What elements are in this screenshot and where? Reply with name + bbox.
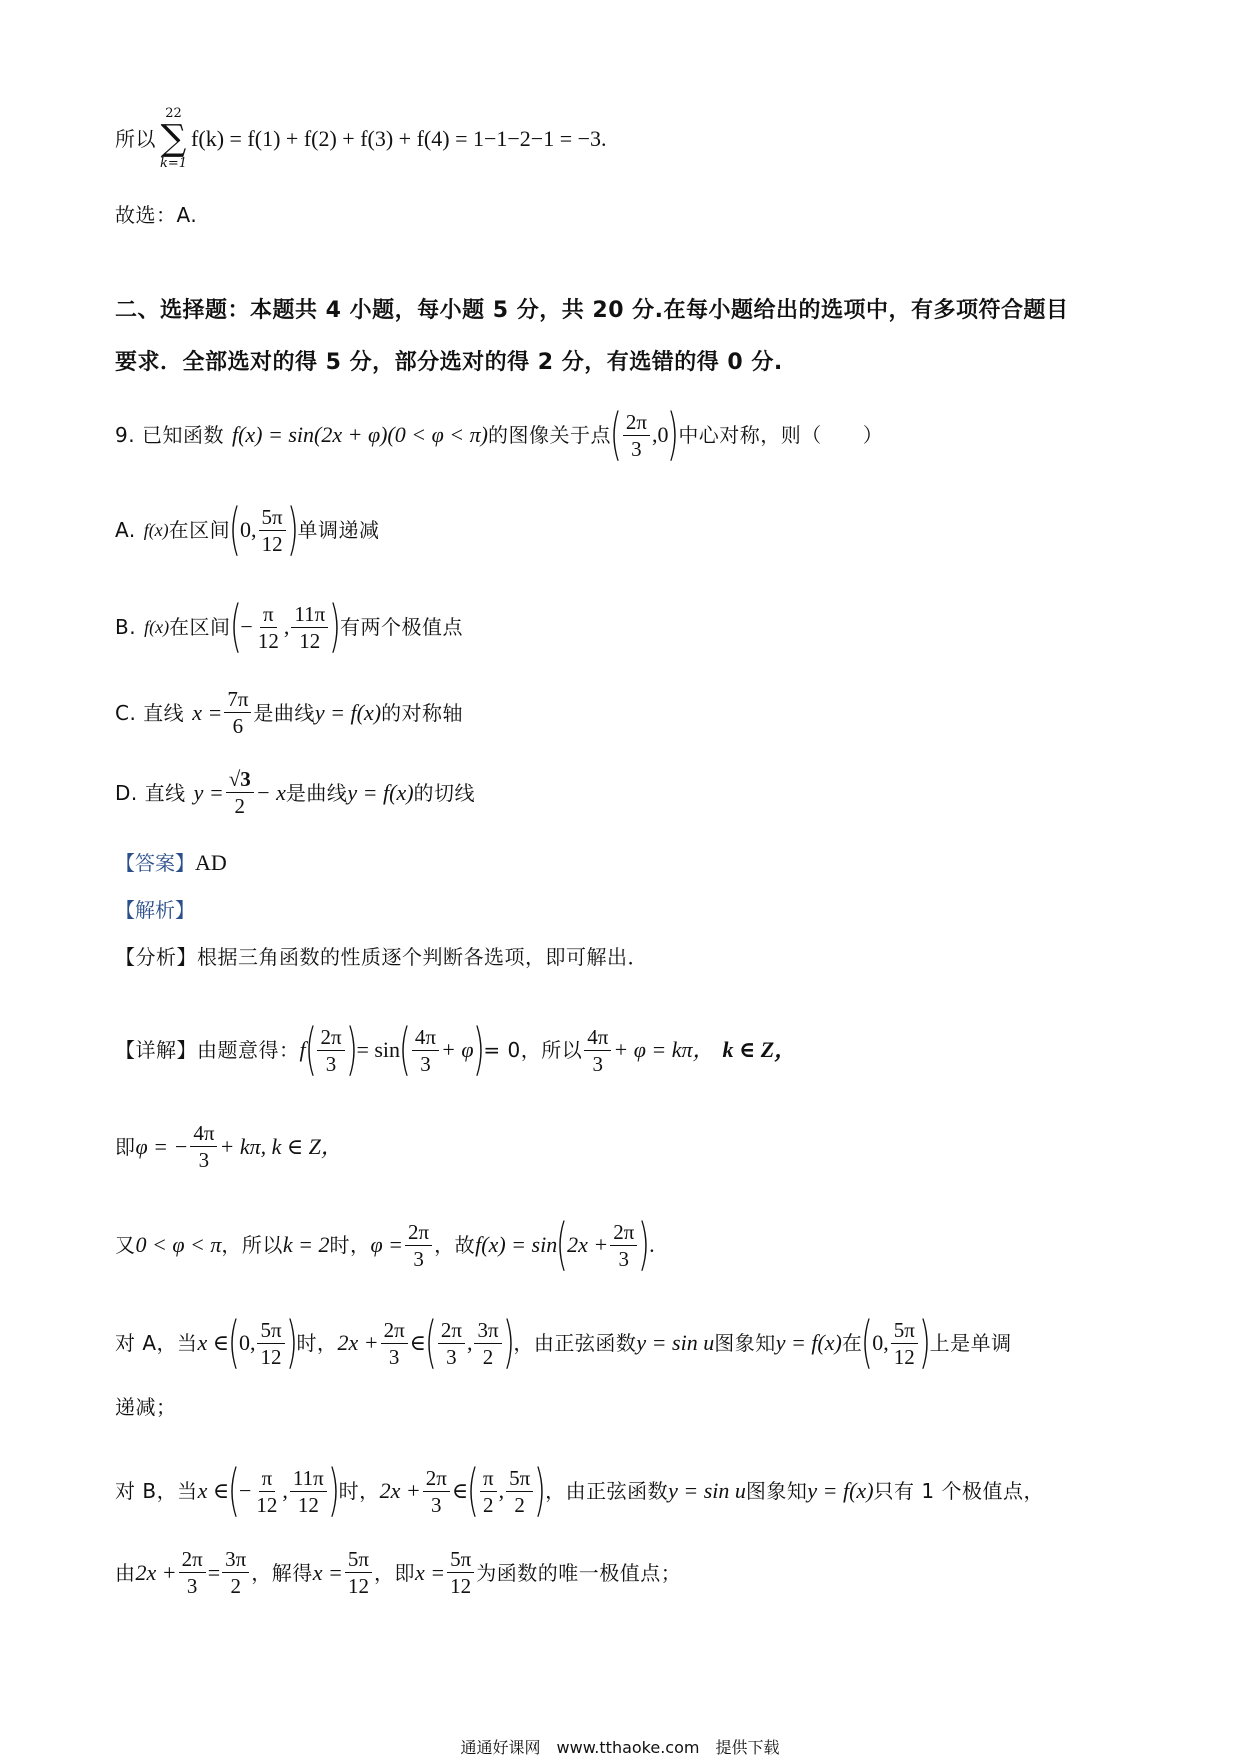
text: y = f(x) (775, 1330, 842, 1356)
text: 图象知 (714, 1331, 776, 1356)
text: ，即 (374, 1560, 415, 1585)
text: φ = (370, 1232, 404, 1258)
text: 9. 已知函数 (115, 423, 224, 448)
text: 【分析】根据三角函数的性质逐个判断各选项，即可解出． (115, 945, 648, 969)
fraction: $\frac{5\pi}{12}$ (891, 1319, 918, 1368)
sum-lower: k=1 (160, 156, 188, 172)
text: 时， (338, 1479, 380, 1504)
text: 2x + (567, 1232, 609, 1258)
ji-line (115, 1122, 343, 1171)
text: ，故 (434, 1233, 476, 1258)
text: ，解得 (251, 1560, 313, 1585)
fraction: $\frac{4\pi}{3}$ (412, 1026, 439, 1075)
text: 又 (115, 1233, 136, 1258)
fraction: $\frac{5\pi}{12}$ (259, 506, 286, 555)
text: 的对称轴 (381, 700, 464, 725)
text: 0, (240, 517, 257, 543)
text: 0, (872, 1330, 889, 1356)
answer-value: AD (195, 850, 227, 875)
text: f(x) = sin (475, 1232, 558, 1258)
text: 单调递减 (297, 518, 380, 543)
option-c (115, 688, 463, 737)
analysis-tag: 【解析】 (115, 898, 195, 922)
text: . (649, 1232, 655, 1258)
fraction: $\frac{11\pi}{12}$ (291, 603, 328, 652)
option-b: B. f(x) 在区间 ( − $\frac{\pi}{12}$ , $\frac{11\pi}{12}$ ) 有两个极值点 (115, 594, 464, 659)
fraction: $\frac{4\pi}{3}$ (190, 1122, 217, 1171)
period: . (601, 126, 607, 152)
fraction: $\frac{2\pi}{3}$ (317, 1026, 344, 1075)
text: 2x + (135, 1559, 177, 1585)
sum-upper: 22 (165, 106, 182, 121)
text: 图象知 (745, 1479, 808, 1504)
fraction: $\frac{2\pi}{3}$ (623, 411, 650, 460)
you-line: 又 0 < φ < π ，所以 k = 2 时， φ = $\frac{2\pi}{3}$ ，故 f(x) = sin ( 2x + $\frac{2\pi}{3}$ ) . (115, 1212, 655, 1277)
text: 递减； (115, 1395, 177, 1419)
text: 2x + (337, 1330, 379, 1356)
text: 在区间 (169, 615, 231, 640)
text: 0, (238, 1330, 256, 1356)
text: − (239, 1478, 252, 1504)
text: 时， (329, 1233, 371, 1258)
text: 对 A，当 (115, 1331, 198, 1356)
option-label: B. (115, 615, 137, 640)
solve-line (115, 1548, 681, 1597)
fraction: $\frac{7\pi}{6}$ (224, 688, 251, 737)
fraction: $\frac{2\pi}{3}$ (179, 1548, 206, 1597)
fx: f(x) (144, 617, 170, 638)
text: 中心对称，则（ ） (678, 423, 884, 448)
dui-a-line: 对 A，当 x ∈ ( 0, $\frac{5\pi}{12}$ ) 时， 2x + $\frac{2\pi}{3}$ ∈ ( $\frac{2\pi}{3}$ , $\frac{3\pi}{2}$ ) ，由正弦函数 y = sin u 图象知 y = f(x) 在 ( 0, $\frac{5\pi}{12}$ ) 上是单调 (115, 1310, 1012, 1375)
answer-line (115, 852, 227, 874)
fraction: $\frac{3\pi}{2}$ (474, 1319, 501, 1368)
text: 【详解】由题意得： (115, 1038, 300, 1063)
sum-expression: f(k) = f(1) + f(2) + f(3) + f(4) = 1−1−2−1 = −3 (191, 126, 602, 152)
text: y = f(x) (314, 699, 382, 725)
text: k = 2 (282, 1232, 330, 1258)
text: ，所以 (221, 1233, 283, 1258)
text: 的图像关于点 (487, 423, 611, 448)
text: 时， (296, 1331, 338, 1356)
text: x = (312, 1559, 343, 1585)
text: 上是单调 (929, 1331, 1012, 1356)
text: = 0，所以 (483, 1038, 583, 1063)
text: y = f(x) (347, 779, 414, 805)
choice-line (115, 205, 197, 225)
text: 2x + (379, 1478, 421, 1504)
fraction: $\frac{\pi}{2}$ (480, 1467, 497, 1516)
fraction: $\frac{5\pi}{12}$ (345, 1548, 372, 1597)
fraction: $\frac{\pi}{12}$ (257, 601, 279, 653)
text: f (299, 1037, 306, 1063)
text: 由 (115, 1560, 136, 1585)
text: 0 < φ < π (135, 1232, 222, 1258)
function: f(x) = sin(2x + φ)(0 < φ < π) (231, 422, 488, 448)
text: − x (255, 779, 286, 805)
text: 所以 (115, 127, 156, 152)
analysis-tag-line (115, 900, 195, 920)
text: 为函数的唯一极值点； (476, 1560, 682, 1585)
text: 在 (841, 1331, 863, 1356)
text: y = sin u (636, 1330, 715, 1356)
text: ∈ (409, 1330, 426, 1356)
fraction: $\frac{√3}{2}$ (226, 768, 254, 817)
text: 即 (115, 1134, 136, 1159)
text: y = sin u (668, 1478, 746, 1504)
fraction: $\frac{5\pi}{2}$ (506, 1467, 533, 1516)
fraction: $\frac{2\pi}{3}$ (610, 1221, 637, 1270)
heading-text: 二、选择题：本题共 4 小题，每小题 5 分，共 20 分.在每小题给出的选项中，有多项符合题目 (115, 298, 1069, 323)
sigma-sum (160, 107, 187, 172)
text: y = (193, 779, 224, 805)
sigma-icon: ∑ (160, 118, 187, 160)
text: ，由正弦函数 (513, 1331, 637, 1356)
text: 的切线 (413, 780, 476, 805)
fraction: $\frac{11\pi}{12}$ (290, 1467, 327, 1516)
option-a: A. f(x) 在区间 ( 0, $\frac{5\pi}{12}$ ) 单调递减 (115, 497, 380, 562)
text: − (240, 614, 253, 640)
fraction: $\frac{4\pi}{3}$ (584, 1026, 611, 1075)
text: 是曲线 (253, 700, 315, 725)
text: ,0 (651, 422, 669, 448)
fraction: $\frac{2\pi}{3}$ (423, 1467, 450, 1516)
fraction: $\frac{2\pi}{3}$ (405, 1221, 432, 1270)
detail-line: 【详解】由题意得： f ( $\frac{2\pi}{3}$ ) = sin ( $\frac{4\pi}{3}$ + φ ) = 0，所以 $\frac{4\pi}{3}$ + φ = kπ， k ∈ Z， (115, 1017, 797, 1082)
text: x = (415, 1559, 446, 1585)
fraction: $\frac{5\pi}{12}$ (447, 1548, 474, 1597)
fraction: $\frac{2\pi}{3}$ (438, 1319, 465, 1368)
heading-text: 要求．全部选对的得 5 分，部分选对的得 2 分，有选错的得 0 分. (115, 350, 783, 375)
analysis-line (115, 947, 648, 967)
question-9: 9. 已知函数 f(x) = sin(2x + φ)(0 < φ < π) 的图像关于点 ( $\frac{2\pi}{3}$ ,0 ) 中心对称，则（ ） (115, 402, 884, 467)
option-label: A. (115, 518, 136, 543)
text: = (207, 1559, 221, 1585)
text: 只有 1 个极值点， (873, 1479, 1044, 1504)
text: ，由正弦函数 (545, 1479, 669, 1504)
text: 在区间 (168, 518, 231, 543)
fraction: $\frac{2\pi}{3}$ (381, 1319, 408, 1368)
fraction: $\frac{\pi}{12}$ (256, 1465, 278, 1517)
fraction: $\frac{5\pi}{12}$ (257, 1319, 284, 1368)
text: + φ = kπ， (613, 1037, 715, 1063)
text: y = f(x) (807, 1478, 874, 1504)
dui-b-line: 对 B，当 x ∈ ( − $\frac{\pi}{12}$ , $\frac{11\pi}{12}$ ) 时， 2x + $\frac{2\pi}{3}$ ∈ ( $\frac{\pi}{2}$ , $\frac{5\pi}{2}$ ) ，由正弦函数 y = sin u 图象知 y = f(x) 只有 1 个极值点， (115, 1458, 1044, 1523)
text: + φ (441, 1037, 474, 1063)
text: x ∈ (197, 1330, 230, 1356)
option-d (115, 768, 475, 817)
text: x = (192, 699, 223, 725)
sum-line (115, 107, 607, 172)
option-label: D. 直线 (115, 780, 186, 805)
text: ∈ (451, 1478, 469, 1504)
section-heading-1 (115, 300, 1069, 322)
fx: f(x) (143, 520, 169, 541)
text: 故选：A. (115, 203, 198, 227)
section-heading-2 (115, 352, 783, 374)
text: 是曲线 (285, 780, 348, 805)
option-label: C. 直线 (115, 700, 185, 725)
text: 有两个极值点 (340, 615, 464, 640)
page-footer: 通通好课网 www.tthaoke.com 提供下载 (460, 1738, 780, 1757)
dijian-line (115, 1397, 177, 1417)
text: x ∈ (197, 1478, 230, 1504)
text: = sin (356, 1037, 401, 1063)
answer-tag: 【答案】 (115, 851, 195, 875)
text: 对 B，当 (115, 1479, 198, 1504)
text: + kπ, k ∈ Z， (219, 1133, 343, 1159)
fraction: $\frac{3\pi}{2}$ (222, 1548, 249, 1597)
text: φ = − (135, 1133, 189, 1159)
text: k ∈ Z， (722, 1037, 797, 1063)
